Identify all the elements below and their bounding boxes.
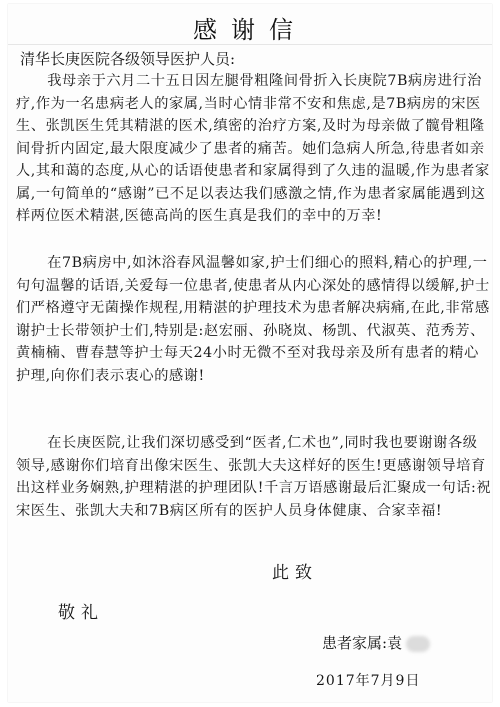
paragraph-1: 我母亲于六月二十五日因左腿骨粗隆间骨折入长庚院7B病房进行治疗,作为一名患病老人的家属,当时心情非常不安和焦虑,是7B病房的宋医生、张凯医生凭其精湛的医术,缜密的治疗方案,及时为母亲做了髋骨粗隆间骨折内固定,最大限度减少了患者的痛苦。她们急病人所急,待患者如亲人,其和蔼的态度,从心的话语使患者和家属得到了久违的温暖,作为患者家属,一句简单的“感谢”已不足以表达我们感激之情,作为患者家属能遇到这样两位医术精湛,医德高尚的医生真是我们的幸中的万幸! bbox=[16, 73, 490, 224]
salutation: 清华长庚医院各级领导医护人员: bbox=[20, 50, 236, 68]
letter-date: 2017年7月9日 bbox=[316, 673, 421, 689]
redacted-name bbox=[406, 636, 430, 652]
closing-text: 此致 bbox=[272, 563, 318, 583]
letter-paper bbox=[8, 4, 492, 702]
signer-label: 患者家属:袁 bbox=[322, 634, 403, 652]
paragraph-3: 在长庚医院,让我们深切感受到“医者,仁术也”,同时我也要谢谢各级领导,感谢你们培育出像宋医生、张凯大夫这样好的医生!更感谢领导培育出这样业务娴熟,护理精湛的护理团队!千言万语感谢最后汇聚成一句话:祝宋医生、张凯大夫和7B病区所有的医护人员身体健康、合家幸福! bbox=[16, 435, 492, 519]
respect-text: 敬礼 bbox=[58, 603, 104, 623]
signature-line bbox=[322, 632, 430, 654]
paragraph-2: 在7B病房中,如沐浴春风温馨如家,护士们细心的照料,精心的护理,一句句温馨的话语,关爱每一位患者,使患者从内心深处的感情得以缓解,护士们严格遵守无菌操作规程,用精湛的护理技术为患者解决病痛,在此,非常感谢护士长带领护士们,特别是:赵宏丽、孙晓岚、杨凯、代淑英、范秀芳、黄楠楠、曹春慧等护士每天24小时无微不至对我母亲及所有患者的精心护理,向你们表示衷心的感谢! bbox=[16, 255, 490, 384]
letter-title: 感谢信 bbox=[193, 16, 307, 44]
